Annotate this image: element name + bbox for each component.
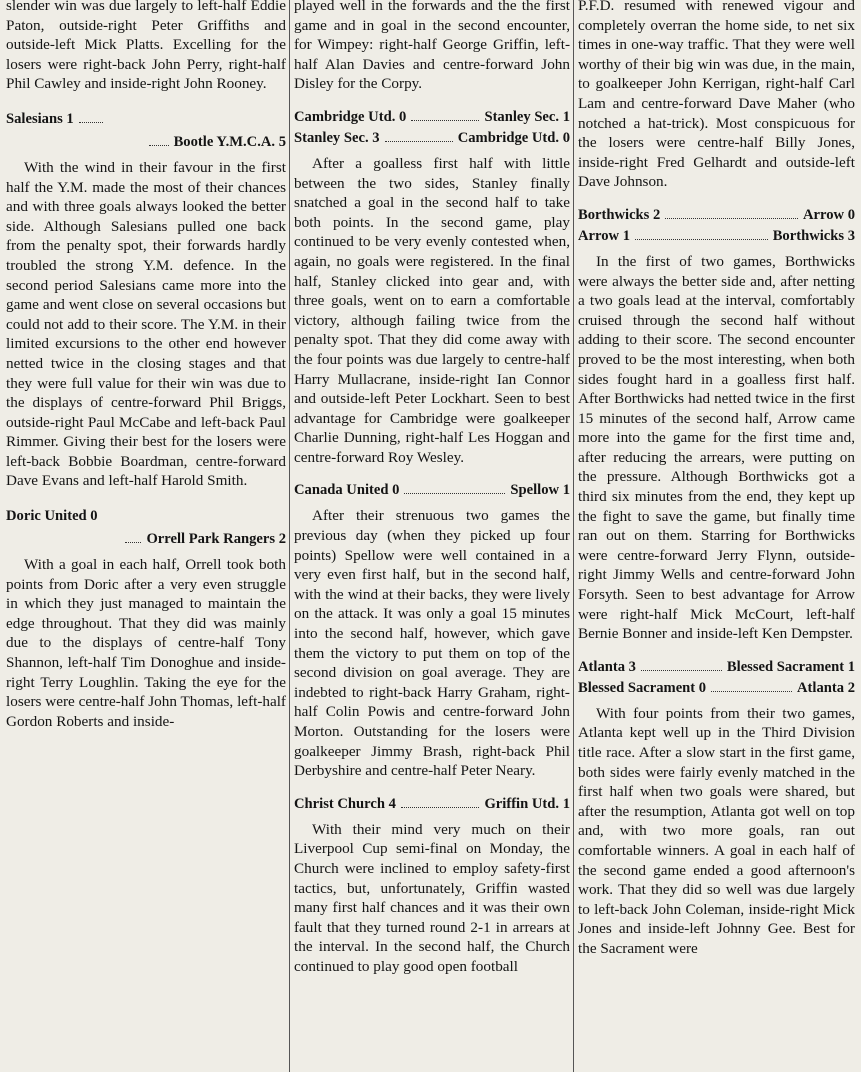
column-right bbox=[578, 0, 855, 959]
match-report: With four points from their two games, Atlanta kept well up in the Third Division title race. After a slow start in the first game, both sides were fairly evenly matched in the first half when two goals were shared, but after the resumption, Atlanta got well on top and, with two more goals, ran out comfortable winners. A goal in each half of the second game ended a good afternoon's work. That they did so well was due largely to left-back John Coleman, inside-right Mick Jones and inside-left Johnny Gee. Best for the Sacrament were bbox=[578, 704, 855, 957]
leader-dots bbox=[404, 492, 505, 494]
leader-dots bbox=[385, 140, 453, 142]
home-team-score: Borthwicks 2 bbox=[578, 206, 661, 223]
column-rule bbox=[289, 0, 290, 1072]
leader-dots bbox=[641, 669, 722, 671]
home-team-score: Christ Church 4 bbox=[294, 795, 396, 812]
result-heading bbox=[294, 795, 570, 814]
result-heading bbox=[6, 133, 286, 152]
home-team-score: Stanley Sec. 3 bbox=[294, 129, 380, 146]
result-heading bbox=[578, 227, 855, 246]
result-heading bbox=[294, 129, 570, 148]
report-text: P.F.D. resumed with renewed vigour and completely overran the home side, to net six times in one-way traffic. That they were well worthy of their big win was due, in the main, to goalkeeper John Kerrigan, right-half Carl Lam and centre-forward Dave Maher (who notched a hat-trick). Most conspicuous for the losers were centre-half Billy Jones, inside-right Fred Gelhardt and outside-left Dave Johnson. bbox=[578, 0, 855, 191]
leader-dots bbox=[711, 690, 792, 692]
home-team-score: Canada United 0 bbox=[294, 482, 400, 499]
leader-dots bbox=[401, 806, 480, 808]
home-team-score: Doric United 0 bbox=[6, 508, 98, 525]
match-report: In the first of two games, Borthwicks were always the better side and, after netting a two goals lead at the interval, comfortably cruised through the second half without adding to their score. The second encounter proved to be the most interesting, when both sides fought hard in a goalless first half. After Borthwicks had netted twice in the first 15 minutes of the second half, Arrow came more into the game for the first time and, after reducing the arrears, were putting on the pressure. Although Borthwicks got a third six minutes from the end, they kept up the fight to save the game, but finally time ran out on them. Starring for Borthwicks were centre-forward Jerry Flynn, outside-right Jimmy Wells and centre-forward John Forsyth. Seen to best advantage for Arrow were right-half Mick McCourt, left-half Bernie Bonner and inside-left Ken Dempster. bbox=[578, 252, 855, 643]
away-team-score: Atlanta 2 bbox=[797, 679, 855, 696]
match-report: After their strenuous two games the previous day (when they picked up four points) Spellow were well contained in a very even first half, but in the second half, with the wind at their backs, they were lively on the attack. It was only a goal 15 minutes into the second half, however, which gave them the victory to put them on top of the second division on goal average. They are indebted to right-back Harry Graham, right-half Colin Powis and centre-forward John Morton. Outstanding for the losers were goalkeeper Jimmy Brash, right-back Phil Derbyshire and centre-half Peter Neary. bbox=[294, 507, 570, 780]
column-left bbox=[6, 0, 286, 731]
away-team-score: Blessed Sacrament 1 bbox=[726, 658, 855, 675]
leader-dots bbox=[665, 217, 798, 219]
match-report: After a goalless first half with little between the two sides, Stanley finally snatched a goal in the second half to take both points. In the second game, play continued to be very evenly contested when, again, no goals were registered. In the final half, Stanley clicked into gear and, with three goals, went on to earn a comfortable victory, although failing twice from the penalty spot. That they did come away with the four points was due largely to centre-half Harry Mullacrane, inside-right Ian Connor and outside-left Peter Lockhart. Seen to best advantage for Cambridge were goalkeeper Charlie Dunning, right-half Les Hoggan and centre-forward Roy Wesley. bbox=[294, 154, 570, 466]
away-team-score: Spellow 1 bbox=[510, 482, 570, 499]
column-middle bbox=[294, 0, 570, 977]
leader-dots bbox=[149, 144, 169, 146]
result-heading bbox=[294, 108, 570, 127]
result-heading bbox=[578, 206, 855, 225]
report-text: played well in the forwards and the the first game and in goal in the second encounter, for Wimpey: right-half George Griffin, left-half Alan Davies and centre-forward John Disley for the Corpy. bbox=[294, 0, 570, 93]
result-heading bbox=[6, 530, 286, 549]
column-rule bbox=[573, 0, 574, 1072]
home-team-score: Arrow 1 bbox=[578, 227, 631, 244]
away-team-score: Cambridge Utd. 0 bbox=[457, 129, 570, 146]
home-team-score: Blessed Sacrament 0 bbox=[578, 679, 707, 696]
result-heading bbox=[294, 481, 570, 500]
result-heading bbox=[578, 679, 855, 698]
leader-dots bbox=[411, 119, 479, 121]
match-report: With a goal in each half, Orrell took both points from Doric after a very even struggle in which they just managed to maintain the edge throughout. That they did was mainly due to the displays of centre-half Tony Shannon, left-half Tim Donoghue and inside-right Terry Loughlin. Taking the eye for the losers were centre-half John Thomas, left-half Gordon Roberts and inside- bbox=[6, 556, 286, 730]
result-heading bbox=[578, 658, 855, 677]
away-team-score: Orrell Park Rangers 2 bbox=[146, 531, 286, 548]
away-team-score: Griffin Utd. 1 bbox=[484, 795, 570, 812]
match-report: With their mind very much on their Liverpool Cup semi-final on Monday, the Church were inclined to employ safety-first tactics, but, unfortunately, Griffin wasted many first half chances and it was their own fault that they turned round 2-1 in arrears at the interval. In the second half, the Church continued to play good open football bbox=[294, 820, 570, 975]
away-team-score: Borthwicks 3 bbox=[772, 227, 855, 244]
result-heading bbox=[6, 507, 286, 526]
leader-dots bbox=[79, 121, 103, 123]
result-heading bbox=[6, 110, 286, 129]
match-report: With the wind in their favour in the first half the Y.M. made the most of their chances and with three goals always looked the better side. Although Salesians pulled one back from the penalty spot, their forwards hardly troubled the strong Y.M. defence. In the second period Salesians came more into the game and went close on several occasions but could not add to their score. The Y.M. in their limited excursions to the other end however netted twice in the closing stages and that they were full value for their win was due to the displays of centre-forward Phil Briggs, outside-right Paul McCabe and left-back Paul Rimmer. Giving their best for the losers were left-back Bobbie Boardman, centre-forward Dave Evans and left-half Harold Smith. bbox=[6, 158, 286, 490]
leader-dots bbox=[125, 541, 141, 543]
report-text: slender win was due largely to left-half Eddie Paton, outside-right Peter Griffiths and outside-left Mick Platts. Excelling for the losers were right-back John Perry, right-half Phil Cawley and inside-right John Rooney. bbox=[6, 0, 286, 93]
home-team-score: Cambridge Utd. 0 bbox=[294, 108, 407, 125]
leader-dots bbox=[635, 238, 768, 240]
away-team-score: Stanley Sec. 1 bbox=[484, 108, 570, 125]
home-team-score: Atlanta 3 bbox=[578, 658, 636, 675]
away-team-score: Bootle Y.M.C.A. 5 bbox=[173, 133, 286, 150]
home-team-score: Salesians 1 bbox=[6, 110, 74, 127]
away-team-score: Arrow 0 bbox=[802, 206, 855, 223]
